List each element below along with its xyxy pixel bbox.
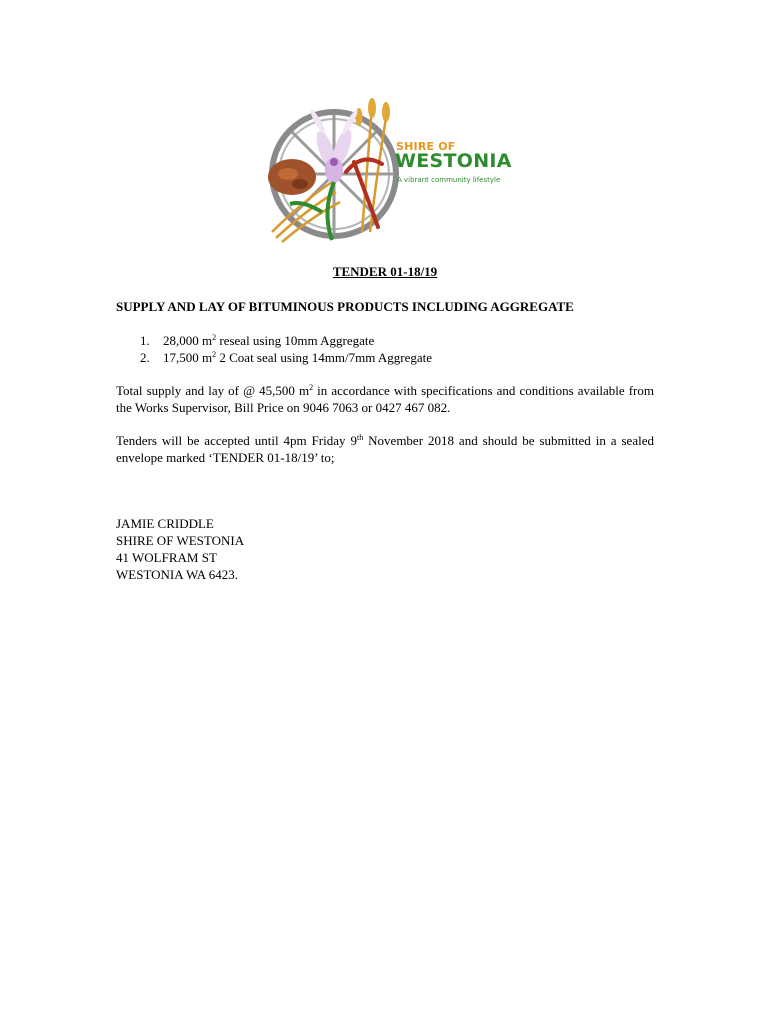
list-item-number: 2. [140,350,150,365]
list-item-number: 1. [140,333,150,348]
submission-paragraph-superscript: th [356,433,364,442]
submission-paragraph-post: November 2018 and should be submitted in a sealed envelope marked ‘TENDER 01-18/19’ to; [116,433,654,465]
address-line-organisation: SHIRE OF WESTONIA [116,533,245,548]
list-item-text-post: reseal using 10mm Aggregate [216,333,375,348]
address-block [116,515,244,583]
list-item-text-post: 2 Coat seal using 14mm/7mm Aggregate [216,350,433,365]
list-item-superscript: 2 [212,333,217,342]
address-line-street: 41 WOLFRAM ST [116,550,217,565]
list-item-superscript: 2 [212,350,217,359]
tender-title: TENDER 01-18/19 [332,264,438,279]
supply-paragraph-post: in accordance with specifications and conditions available from the Works Supervisor, Bill Price on 9046 7063 or 0427 467 082. [116,383,654,415]
submission-paragraph [116,432,654,466]
shire-of-westonia-logo [262,92,512,244]
address-line-town: WESTONIA WA 6423. [116,567,238,582]
logo-tagline: A vibrant community lifestyle [397,176,501,184]
tender-subtitle: SUPPLY AND LAY OF BITUMINOUS PRODUCTS INCLUDING AGGREGATE [116,299,574,314]
submission-paragraph-pre: Tenders will be accepted until 4pm Friday 9 [116,433,357,448]
supply-paragraph-superscript: 2 [309,383,314,392]
list-item [140,332,432,349]
supply-paragraph [116,382,654,416]
tender-items-list [140,332,432,366]
logo-shire-of-text: SHIRE OF [396,140,456,153]
list-item-text-pre: 28,000 m [163,333,213,348]
list-item [140,349,432,366]
list-item-text-pre: 17,500 m [163,350,213,365]
address-line-name: JAMIE CRIDDLE [116,516,214,531]
logo-westonia-text: WESTONIA [395,150,512,172]
supply-paragraph-pre: Total supply and lay of @ 45,500 m [116,383,310,398]
